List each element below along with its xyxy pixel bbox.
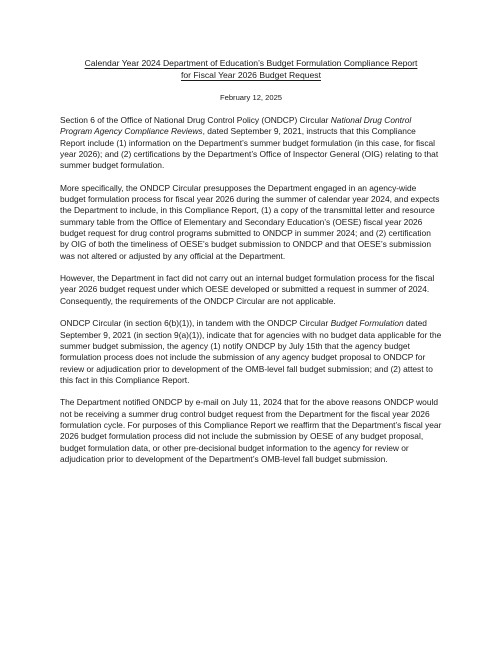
paragraph-1-text-a: Section 6 of the Office of National Drug Control Policy (ONDCP) Circular bbox=[60, 115, 331, 125]
paragraph-4-text-a: ONDCP Circular (in section 6(b)(1)), in tandem with the ONDCP Circular bbox=[60, 318, 331, 329]
title-line-2: for Fiscal Year 2026 Budget Request bbox=[181, 69, 321, 80]
paragraph-5: The Department notified ONDCP by e-mail on July 11, 2024 that for the above reasons ONDCP would not be receiving a summer drug control budget request from the Department for the fiscal year 2026 formulation cycle. For purposes of this Compliance Report we reaffirm that the Department’s fiscal year 2026 budget formulation process did not include the submission by OESE of any budget proposal, budget formulation data, or other pre-decisional budget information to the agency for review or adjudication prior to development of the Department’s OMB-level fall budget submission. bbox=[60, 397, 442, 464]
paragraph-2: More specifically, the ONDCP Circular presupposes the Department engaged in an agency-wide budget formulation process for fiscal year 2026 during the summer of calendar year 2024, and expects the Department to include, in this Compliance Report, (1) a copy of the transmittal letter and resource summary table from the Office of Elementary and Secondary Education’s (OESE) fiscal year 2026 budget request for drug control programs submitted to ONDCP in summer 2024; and (2) certification by OIG of both the timeliness of OESE’s budget submission to ONDCP and that OESE’s submission was not altered or adjusted by any official at the Department. bbox=[60, 182, 440, 261]
paragraph-1 bbox=[60, 115, 442, 171]
paragraph-4-italic-title: Budget Formulation bbox=[330, 318, 404, 329]
paragraph-3: However, the Department in fact did not carry out an internal budget formulation process for the fiscal year 2026 budget request under which OESE developed or submitted a request in summer of 2024. Consequently, the requirements of the ONDCP Circular are not applicable. bbox=[60, 273, 435, 306]
document-date: February 12, 2025 bbox=[219, 93, 283, 102]
paragraph-4 bbox=[60, 318, 442, 386]
document-title bbox=[60, 58, 442, 81]
paragraph-1-italic-title: National Drug Control Program Agency Compliance Reviews bbox=[60, 115, 412, 137]
title-line-1: Calendar Year 2024 Department of Education’s Budget Formulation Compliance Report bbox=[84, 58, 418, 68]
paragraph-1-text-c: , dated September 9, 2021, instructs that this Compliance Report include (1) information on the Department’s summer budget formulation (in this case, for fiscal year 2026); and (2) certifications by the Department’s Office of Inspector General (OIG) relating to that summer budget formulation. bbox=[60, 126, 439, 171]
paragraph-4-text-c: dated September 9, 2021 (in section 9(a)(1)), indicate that for agencies with no budget data applicable for the summer budget submission, the agency (1) notify ONDCP by July 15th that the agency budget formulation process does not include the submission of any agency budget proposal to ONDCP for review or adjudication prior to development of the OMB-level fall budget submission; and (2) attest to this fact in this Compliance Report. bbox=[60, 318, 442, 385]
